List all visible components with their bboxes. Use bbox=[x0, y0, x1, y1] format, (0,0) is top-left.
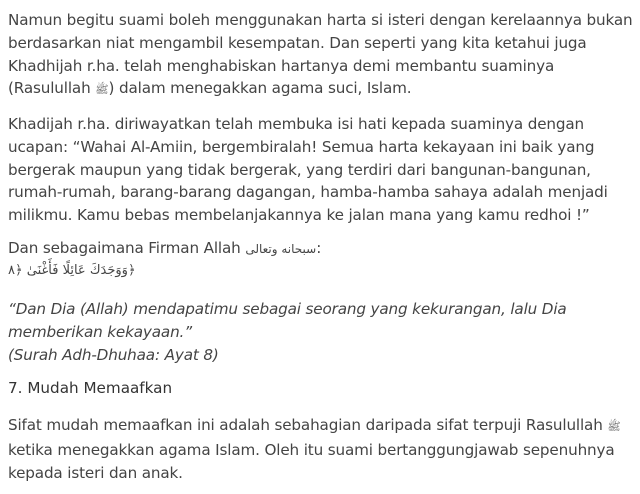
paragraph-text: Sifat mudah memaafkan ini adalah sebahagian daripada sifat terpuji Rasulullah bbox=[8, 416, 608, 434]
paragraph-colon: : bbox=[316, 239, 322, 257]
arabic-honorific: سبحانه وتعالى bbox=[245, 242, 317, 256]
paragraph-text-end: ) dalam menegakkan agama suci, Islam. bbox=[108, 79, 412, 98]
paragraph-firman-allah bbox=[8, 237, 633, 261]
salawat-symbol: ﷺ bbox=[95, 83, 109, 97]
paragraph-text: Namun begitu suami boleh menggunakan harta si isteri dengan kerelaannya bukan berdasarkan niat mengambil kesempatan. Dan seperti yang kita ketahui juga Khadhijah r.ha. telah menghabiskan hartanya demi membantu suaminya (Rasulullah bbox=[8, 11, 633, 98]
salawat-symbol: ﷺ bbox=[607, 420, 621, 433]
quote-source: (Surah Adh-Dhuhaa: Ayat 8) bbox=[8, 345, 219, 364]
paragraph-text-end: ketika menegakkan agama Islam. Oleh itu suami bertanggungjawab sepenuhnya kepada isteri dan anak. bbox=[8, 440, 615, 482]
paragraph-khadijah-wealth bbox=[8, 9, 633, 102]
arabic-verse: ﴿وَوَجَدَكَ عَائِلًا فَأَغْنَىٰ ﴿٨ bbox=[8, 263, 136, 278]
paragraph-forgiving bbox=[8, 414, 633, 484]
verse-translation bbox=[8, 298, 628, 366]
paragraph-khadijah-speech: Khadijah r.ha. diriwayatkan telah membuka isi hati kepada suaminya dengan ucapan: “Wahai Al-Amiin, bergembiralah! Semua harta kekayaan ini baik yang bergerak maupun yang tidak bergerak, yang terdiri dari bangunan-bangunan, rumah-rumah, barang-barang dagangan, hamba-hamba sahaya adalah menjadi milikmu. Kamu bebas membelanjakannya ke jalan mana yang kamu redhoi !” bbox=[8, 115, 608, 225]
paragraph-text: Dan sebagaimana Firman Allah bbox=[8, 239, 246, 257]
section-heading: 7. Mudah Memaafkan bbox=[8, 379, 173, 397]
quote-text: “Dan Dia (Allah) mendapatimu sebagai seorang yang kekurangan, lalu Dia memberikan kekayaan.” bbox=[8, 300, 567, 341]
